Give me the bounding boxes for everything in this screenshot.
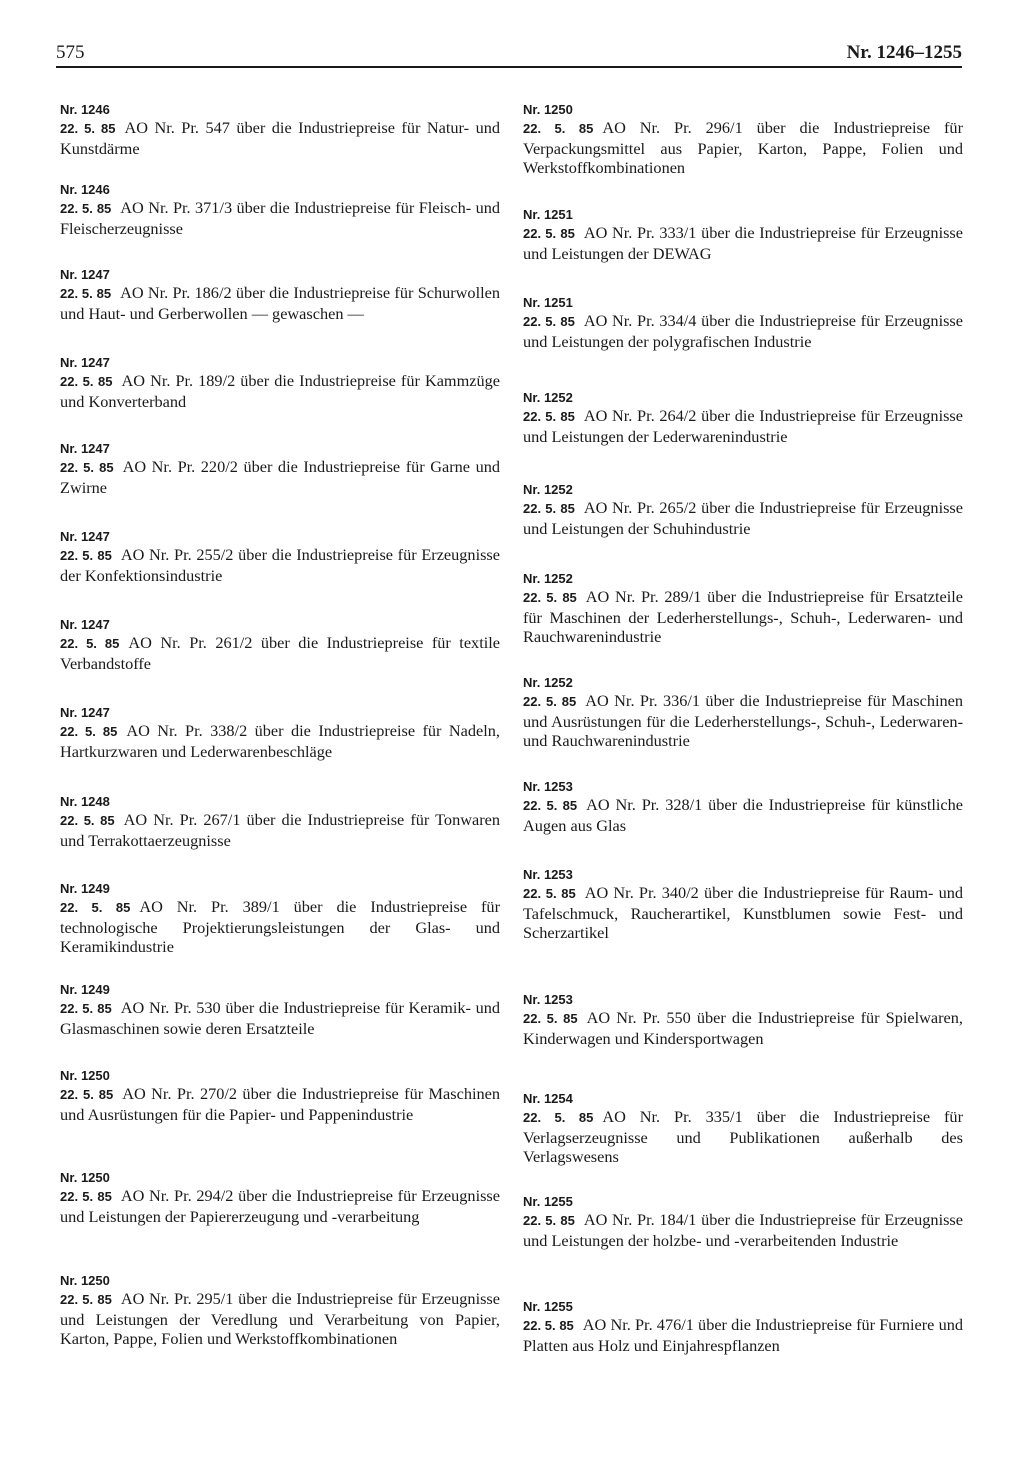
entry-description: AO Nr. Pr. 220/2 über die Industriepreise für Garne und Zwirne <box>60 457 500 497</box>
entry <box>60 1169 500 1226</box>
entry-number: Nr. 1247 <box>60 529 110 544</box>
entry-description: AO Nr. Pr. 371/3 über die Industriepreise für Fleisch- und Fleischerzeugnisse <box>60 198 500 238</box>
entry-date: 22. 5. 85 <box>523 1011 578 1026</box>
entry-number: Nr. 1247 <box>60 267 110 282</box>
entry-description: AO Nr. Pr. 184/1 über die Industriepreise für Erzeugnisse und Leistungen der holzbe- und -verarbeitenden Industrie <box>523 1210 963 1250</box>
entry-text <box>60 1289 500 1349</box>
entry-text <box>523 498 963 538</box>
entry-number: Nr. 1255 <box>523 1194 573 1209</box>
entry-date: 22. 5. 85 <box>523 409 575 424</box>
entry <box>523 101 963 178</box>
entry-text <box>60 198 500 238</box>
entry-description: AO Nr. Pr. 294/2 über die Industriepreise für Erzeugnisse und Leistungen der Papiererzeugung und -verarbeitung <box>60 1186 500 1226</box>
entry-date: 22. 5. 85 <box>60 201 112 216</box>
entry-text <box>60 633 500 673</box>
entry-description: AO Nr. Pr. 547 über die Industriepreise für Natur- und Kunstdärme <box>60 118 500 158</box>
entry-text <box>60 118 500 158</box>
page-header <box>56 38 962 68</box>
entry-text <box>60 897 500 957</box>
entry-date: 22. 5. 85 <box>523 1213 575 1228</box>
entry-description: AO Nr. Pr. 530 über die Industriepreise für Keramik- und Glasmaschinen sowie deren Ersatzteile <box>60 998 500 1038</box>
entry-description: AO Nr. Pr. 261/2 über die Industriepreise für textile Verbandstoffe <box>60 633 500 673</box>
entry-text <box>523 883 963 943</box>
entry-date: 22. 5. 85 <box>60 460 114 475</box>
entry-number: Nr. 1247 <box>60 617 110 632</box>
entry-number: Nr. 1249 <box>60 982 110 997</box>
entry-number: Nr. 1250 <box>523 102 573 117</box>
entry <box>523 206 963 263</box>
entry <box>523 1298 963 1355</box>
entry-text <box>60 1084 500 1124</box>
entry-description: AO Nr. Pr. 296/1 über die Industriepreise für Verpackungsmittel aus Papier, Karton, Pappe, Folien und Werkstoffkombinationen <box>523 118 963 177</box>
entry-text <box>523 691 963 751</box>
entry <box>523 481 963 538</box>
entry-date: 22. 5. 85 <box>60 286 112 301</box>
entry-description: AO Nr. Pr. 335/1 über die Industriepreise für Verlagserzeugnisse und Publikationen außerhalb des Verlagswesens <box>523 1107 963 1166</box>
entry <box>60 981 500 1038</box>
entry-number: Nr. 1246 <box>60 182 110 197</box>
entry <box>60 793 500 850</box>
entry-number: Nr. 1250 <box>60 1170 110 1185</box>
entry-description: AO Nr. Pr. 255/2 über die Industriepreise für Erzeugnisse der Konfektionsindustrie <box>60 545 500 585</box>
entry <box>60 528 500 585</box>
entry-date: 22. 5. 85 <box>523 798 578 813</box>
entry <box>60 354 500 411</box>
entry <box>60 1067 500 1124</box>
entry-text <box>523 1210 963 1250</box>
entry-text <box>60 721 500 761</box>
entry-text <box>523 795 963 835</box>
entry-number: Nr. 1250 <box>60 1273 110 1288</box>
entry-text <box>523 311 963 351</box>
entry-date: 22. 5. 85 <box>60 121 116 136</box>
entry-description: AO Nr. Pr. 264/2 über die Industriepreise für Erzeugnisse und Leistungen der Lederwarenindustrie <box>523 406 963 446</box>
entry-description: AO Nr. Pr. 189/2 über die Industriepreise für Kammzüge und Konverterband <box>60 371 500 411</box>
entry-text <box>523 1315 963 1355</box>
entry-number: Nr. 1247 <box>60 355 110 370</box>
page-number: 575 <box>56 42 85 63</box>
entry <box>523 294 963 351</box>
entry-number: Nr. 1253 <box>523 867 573 882</box>
entry-date: 22. 5. 85 <box>523 886 576 901</box>
entry <box>523 1090 963 1167</box>
entry <box>523 674 963 751</box>
entry-number: Nr. 1252 <box>523 390 573 405</box>
entry <box>523 778 963 835</box>
entry-text <box>523 587 963 647</box>
entry-date: 22. 5. 85 <box>60 1189 112 1204</box>
entry-date: 22. 5. 85 <box>523 694 577 709</box>
entry-description: AO Nr. Pr. 389/1 über die Industriepreise für technologische Projektierungsleistungen der Glas- und Keramikindustrie <box>60 897 500 956</box>
entry-number: Nr. 1252 <box>523 675 573 690</box>
entry <box>523 389 963 446</box>
entry-text <box>523 406 963 446</box>
entry-description: AO Nr. Pr. 267/1 über die Industriepreise für Tonwaren und Terrakottaerzeugnisse <box>60 810 500 850</box>
entry <box>523 570 963 647</box>
entry-description: AO Nr. Pr. 295/1 über die Industriepreise für Erzeugnisse und Leistungen der Veredlung und Verarbeitung von Papier, Karton, Pappe, Folien und Werkstoffkombinationen <box>60 1289 500 1348</box>
entry-number: Nr. 1255 <box>523 1299 573 1314</box>
entry <box>523 866 963 943</box>
entry-date: 22. 5. 85 <box>60 374 113 389</box>
entry-number: Nr. 1252 <box>523 482 573 497</box>
entry <box>523 1193 963 1250</box>
header-rule <box>56 66 962 68</box>
entry-date: 22. 5. 85 <box>60 1087 114 1102</box>
entry <box>60 440 500 497</box>
entry-number: Nr. 1249 <box>60 881 110 896</box>
entry-date: 22. 5. 85 <box>523 121 594 136</box>
entry-date: 22. 5. 85 <box>60 813 115 828</box>
entry-date: 22. 5. 85 <box>60 900 131 915</box>
entry-text <box>60 545 500 585</box>
entry-number: Nr. 1248 <box>60 794 110 809</box>
entry-text <box>523 1107 963 1167</box>
entry-description: AO Nr. Pr. 289/1 über die Industriepreise für Ersatzteile für Maschinen der Lederherstellungs-, Schuh-, Lederwaren- und Rauchwarenindustrie <box>523 587 963 646</box>
entry-date: 22. 5. 85 <box>523 590 577 605</box>
entry-date: 22. 5. 85 <box>60 724 118 739</box>
entry-number: Nr. 1250 <box>60 1068 110 1083</box>
entry <box>60 616 500 673</box>
entry-number: Nr. 1252 <box>523 571 573 586</box>
entry-date: 22. 5. 85 <box>60 1001 112 1016</box>
entry-date: 22. 5. 85 <box>60 636 120 651</box>
entry-description: AO Nr. Pr. 265/2 über die Industriepreise für Erzeugnisse und Leistungen der Schuhindustrie <box>523 498 963 538</box>
entry-number: Nr. 1247 <box>60 441 110 456</box>
entry-description: AO Nr. Pr. 334/4 über die Industriepreise für Erzeugnisse und Leistungen der polygrafischen Industrie <box>523 311 963 351</box>
entry-date: 22. 5. 85 <box>523 226 575 241</box>
entry <box>60 704 500 761</box>
entry-description: AO Nr. Pr. 550 über die Industriepreise für Spielwaren, Kinderwagen und Kindersportwagen <box>523 1008 963 1048</box>
entry <box>60 880 500 957</box>
entry-text <box>60 371 500 411</box>
entry-date: 22. 5. 85 <box>523 501 575 516</box>
entry-date: 22. 5. 85 <box>523 1318 574 1333</box>
entry-description: AO Nr. Pr. 336/1 über die Industriepreise für Maschinen und Ausrüstungen für die Lederherstellungs-, Schuh-, Lederwaren- und Rauchwarenindustrie <box>523 691 963 750</box>
entry <box>60 181 500 238</box>
entry-description: AO Nr. Pr. 328/1 über die Industriepreise für künstliche Augen aus Glas <box>523 795 963 835</box>
entry-number: Nr. 1247 <box>60 705 110 720</box>
entry-date: 22. 5. 85 <box>523 1110 594 1125</box>
entry-description: AO Nr. Pr. 270/2 über die Industriepreise für Maschinen und Ausrüstungen für die Papier- und Pappenindustrie <box>60 1084 500 1124</box>
entry-text <box>523 1008 963 1048</box>
entry-description: AO Nr. Pr. 338/2 über die Industriepreise für Nadeln, Hartkurzwaren und Lederwarenbeschläge <box>60 721 500 761</box>
entry-text <box>60 810 500 850</box>
entry-description: AO Nr. Pr. 333/1 über die Industriepreise für Erzeugnisse und Leistungen der DEWAG <box>523 223 963 263</box>
entry <box>60 101 500 158</box>
entry-number: Nr. 1251 <box>523 207 573 222</box>
entry <box>523 991 963 1048</box>
entry-text <box>60 283 500 323</box>
entry-description: AO Nr. Pr. 186/2 über die Industriepreise für Schurwollen und Haut- und Gerberwollen — gewaschen — <box>60 283 500 323</box>
entry-range: Nr. 1246–1255 <box>846 42 962 63</box>
entry-number: Nr. 1253 <box>523 992 573 1007</box>
entry-text <box>60 998 500 1038</box>
entry-description: AO Nr. Pr. 340/2 über die Industriepreise für Raum- und Tafelschmuck, Raucherartikel, Kunstblumen sowie Fest- und Scherzartikel <box>523 883 963 942</box>
entry-text <box>60 1186 500 1226</box>
entry-date: 22. 5. 85 <box>60 548 112 563</box>
entry-text <box>523 118 963 178</box>
entry-number: Nr. 1253 <box>523 779 573 794</box>
entry <box>60 1272 500 1349</box>
entry-text <box>60 457 500 497</box>
entry-number: Nr. 1251 <box>523 295 573 310</box>
entry <box>60 266 500 323</box>
entry-date: 22. 5. 85 <box>60 1292 112 1307</box>
entry-date: 22. 5. 85 <box>523 314 575 329</box>
entry-text <box>523 223 963 263</box>
entry-description: AO Nr. Pr. 476/1 über die Industriepreise für Furniere und Platten aus Holz und Einjahrespflanzen <box>523 1315 963 1355</box>
entry-number: Nr. 1246 <box>60 102 110 117</box>
entry-number: Nr. 1254 <box>523 1091 573 1106</box>
